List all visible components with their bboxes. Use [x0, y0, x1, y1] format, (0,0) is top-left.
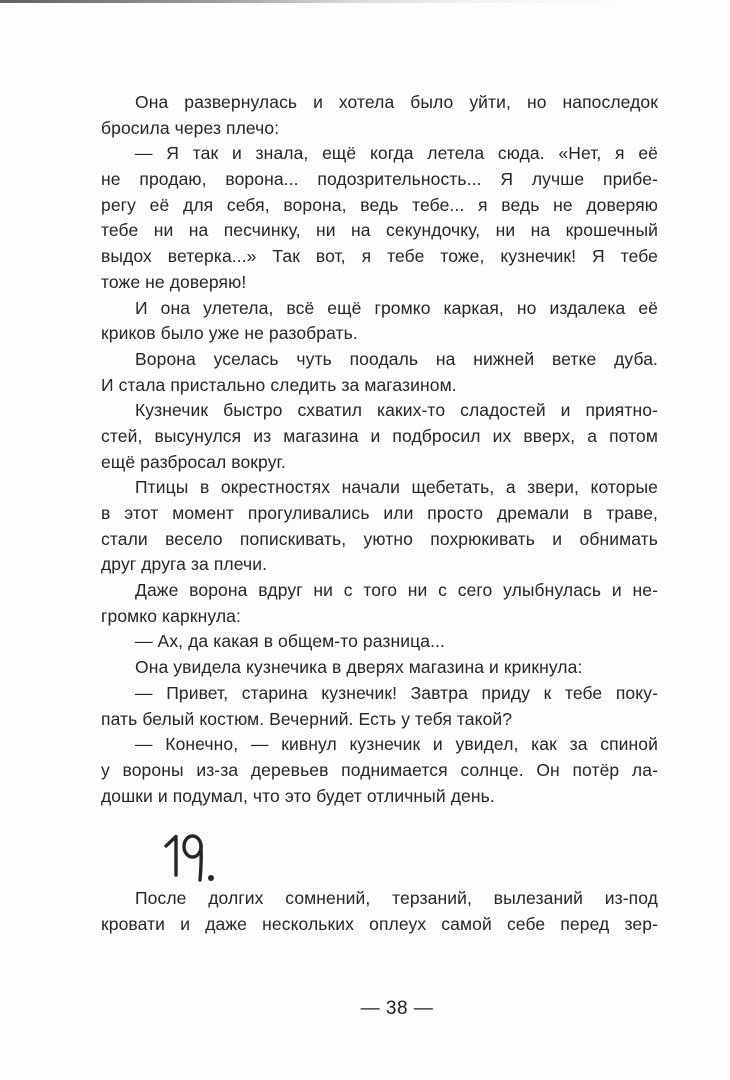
- text-line: Птицы в окрестностях начали щебетать, а звери, которые: [135, 477, 658, 498]
- text-line: друг друга за плечи.: [101, 554, 268, 575]
- text-line: И стала пристально следить за магазином.: [101, 374, 457, 395]
- text-line: у вороны из-за деревьев поднимается солнце. Он потёр ла-: [101, 759, 658, 780]
- paragraph: [101, 347, 658, 398]
- text-line: И она улетела, всё ещё громко каркая, но издалека её: [135, 297, 658, 318]
- text-line: регу её для себя, ворона, ведь тебе... я ведь не доверяю: [101, 194, 658, 215]
- text-line: тебе ни на песчинку, ни на секундочку, ни на крошечный: [101, 220, 658, 241]
- page-footer: [32, 998, 730, 1020]
- paragraph: [101, 141, 658, 295]
- text-line: бросила через плечо:: [101, 117, 280, 138]
- text-line: Ворона уселась чуть поодаль на нижней ветке дуба.: [135, 348, 658, 369]
- paragraph: [101, 655, 658, 681]
- paragraph: [101, 732, 658, 809]
- text-line: в этот момент прогуливались или просто дремали в траве,: [101, 503, 658, 523]
- text-line: не продаю, ворона... подозрительность... Я лучше прибе-: [101, 169, 658, 190]
- text-line: Даже ворона вдруг ни с того ни с сего улыбнулась и не-: [135, 580, 658, 601]
- text-line: кровати и даже нескольких оплеух самой себе перед зер-: [101, 913, 658, 934]
- paragraph: [101, 886, 658, 937]
- text-line: — Ах, да какая в общем-то разница...: [135, 631, 445, 652]
- paragraph: [101, 398, 658, 475]
- paragraph: [101, 296, 658, 347]
- chapter-number: [163, 833, 658, 883]
- text-line: — Привет, старина кузнечик! Завтра приду к тебе поку-: [135, 682, 658, 703]
- paragraph: [101, 90, 658, 141]
- text-line: пать белый костюм. Вечерний. Есть у тебя такой?: [101, 708, 513, 729]
- text-line: — Конечно, — кивнул кузнечик и увидел, как за спиной: [135, 734, 658, 755]
- text-line: Она увидела кузнечика в дверях магазина и крикнула:: [135, 657, 583, 678]
- page-number: — 38 —: [360, 998, 434, 1019]
- text-line: стей, высунулся из магазина и подбросил их вверх, а потом: [101, 425, 658, 446]
- text-line: Кузнечик быстро схватил каких-то сладостей и приятно-: [135, 400, 658, 421]
- text-line: тоже не доверяю!: [101, 271, 247, 292]
- text-line: стали весело попискивать, уютно похрюкивать и обнимать: [101, 528, 658, 549]
- text-line: ещё разбросал вокруг.: [101, 451, 286, 472]
- text-line: — Я так и знала, ещё когда летела сюда. «Нет, я её: [135, 143, 658, 164]
- text-line: Она развернулась и хотела было уйти, но напоследок: [135, 92, 658, 112]
- paragraph: [101, 629, 658, 655]
- text-line: дошки и подумал, что это будет отличный день.: [101, 785, 495, 806]
- text-line: выдох ветерка...» Так вот, я тебе тоже, кузнечик! Я тебе: [101, 246, 658, 267]
- text-line: громко каркнула:: [101, 605, 241, 626]
- chapter-number-glyph: [163, 833, 219, 883]
- paragraph: [101, 475, 658, 578]
- page-text: [101, 90, 658, 938]
- scan-edge-artifact: [0, 0, 640, 3]
- paragraph: [101, 578, 658, 629]
- paragraph: [101, 681, 658, 732]
- text-line: криков было уже не разобрать.: [101, 323, 358, 344]
- text-line: После долгих сомнений, терзаний, вылезаний из-под: [135, 888, 658, 909]
